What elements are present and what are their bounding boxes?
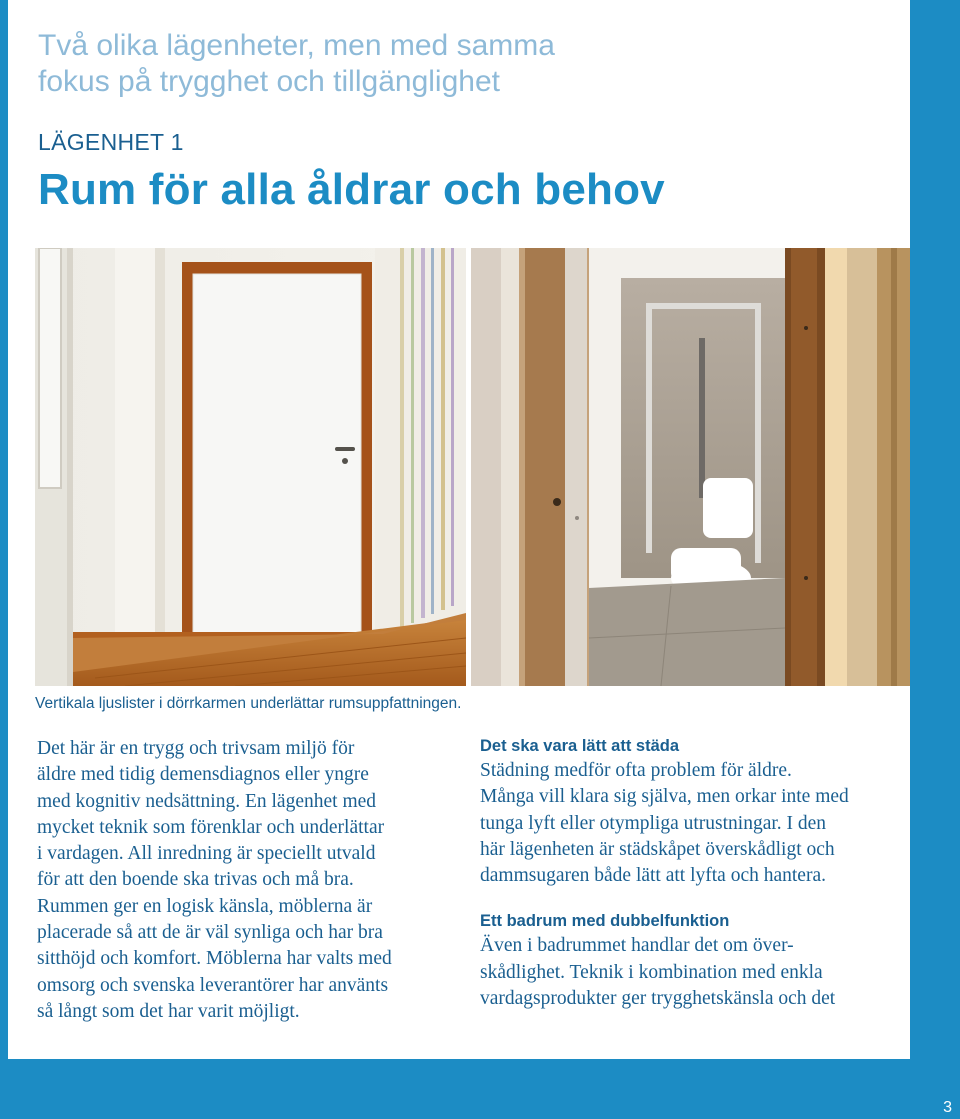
intro-paragraph <box>37 736 449 1025</box>
text-line: för att den boende ska trivas och må bra. <box>37 869 354 891</box>
section-spacer <box>480 889 905 911</box>
text-line: Det här är en trygg och trivsam miljö för <box>37 738 355 759</box>
bathroom-photo <box>471 248 910 686</box>
hallway-door-photo <box>35 248 466 686</box>
text-line: Städning medför ofta problem för äldre. <box>480 760 792 781</box>
text-line: skådlighet. Teknik i kombination med enkla <box>480 961 823 983</box>
subtitle-line-1: Två olika lägenheter, men med samma <box>38 29 555 62</box>
text-line: vardagsprodukter ger trygghetskänsla och det <box>480 988 836 1010</box>
text-line: så långt som det har varit möjligt. <box>37 1000 300 1022</box>
intro-text-column <box>37 736 449 1025</box>
text-line: Många vill klara sig själva, men orkar inte med <box>480 786 849 808</box>
text-line: tunga lyft eller otympliga utrustningar. I den <box>480 812 827 834</box>
text-line: Även i badrummet handlar det om över- <box>480 935 794 957</box>
page-title: Rum för alla åldrar och behov <box>38 165 665 214</box>
text-line: äldre med tidig demensdiagnos eller yngre <box>37 764 369 786</box>
page-subtitle <box>38 28 658 100</box>
text-line: omsorg och svenska leverantörer har använts <box>37 974 389 996</box>
text-line: i vardagen. All inredning är speciellt utvald <box>37 843 376 865</box>
section-heading-bathroom: Ett badrum med dubbelfunktion <box>480 912 730 931</box>
text-line: med kognitiv nedsättning. En lägenhet med <box>37 790 377 812</box>
section-kicker: LÄGENHET 1 <box>38 129 184 155</box>
section-paragraph-bathroom <box>480 933 905 1012</box>
section-paragraph-cleaning <box>480 758 905 889</box>
section-heading-cleaning: Det ska vara lätt att städa <box>480 737 680 755</box>
text-line: här lägenheten är städskåpet överskådligt och <box>480 838 835 860</box>
subtitle-line-2: fokus på trygghet och tillgänglighet <box>38 65 500 98</box>
text-line: dammsugaren både lätt att lyfta och hantera. <box>480 865 826 887</box>
page-sheet <box>8 0 910 1059</box>
sections-text-column <box>480 736 905 1012</box>
photo-caption: Vertikala ljuslister i dörrkarmen underlättar rumsuppfattningen. <box>35 695 462 712</box>
page-number: 3 <box>943 1099 952 1116</box>
text-line: placerade så att de är väl synliga och har bra <box>37 922 383 944</box>
text-line: sitthöjd och komfort. Möblerna har valts med <box>37 948 392 970</box>
text-line: Rummen ger en logisk känsla, möblerna är <box>37 895 373 917</box>
text-line: mycket teknik som förenklar och underlättar <box>37 816 385 838</box>
